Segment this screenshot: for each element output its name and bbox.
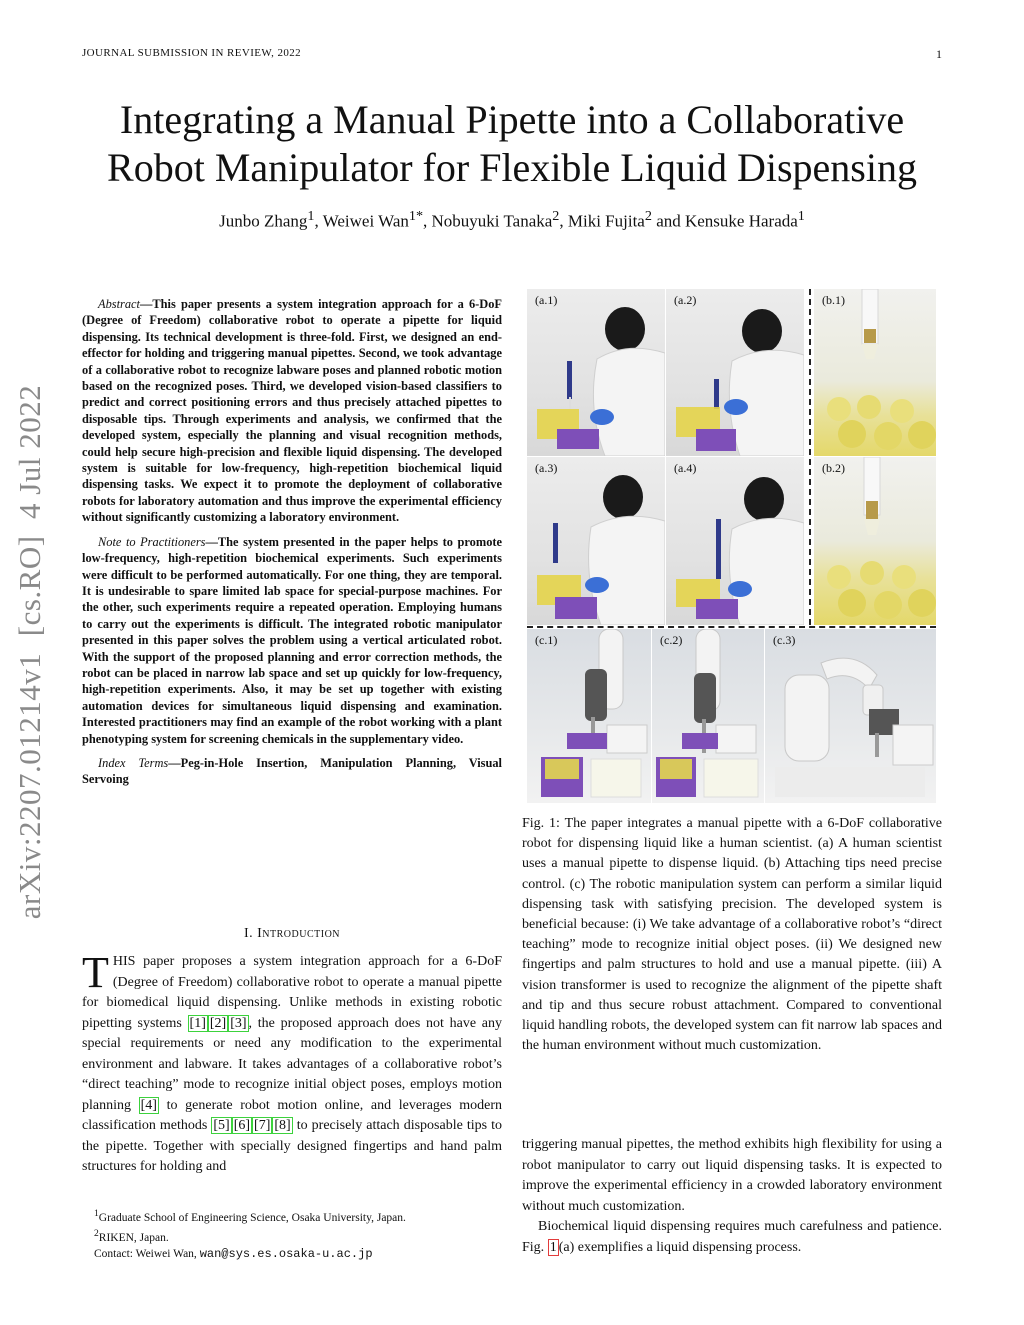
citation-link[interactable]: [1] [189,1015,206,1031]
panel-label: (b.1) [822,293,845,307]
panel-label: (a.4) [674,461,697,475]
drop-cap: T [82,948,109,997]
right-paragraph-2-tail: (a) exemplifies a liquid dispensing process. [558,1239,802,1255]
citation-link[interactable]: [5] [213,1118,230,1133]
running-header: JOURNAL SUBMISSION IN REVIEW, 2022 [82,47,302,59]
author-5: Kensuke Harada [684,211,798,231]
intro-text-3: to generate robot motion online, and leverages modern classification methods [82,1097,502,1133]
contact-email[interactable]: wan@sys.es.osaka-u.ac.jp [199,1246,373,1261]
panel-label: (b.2) [822,461,845,475]
introduction-text [82,948,502,1178]
robot-photo-icon [652,629,764,803]
scientist-photo-icon [527,457,665,625]
section-title: Introduction [257,926,341,941]
footnote-1-text: Graduate School of Engineering Science, Osaka University, Japan. [98,1211,406,1224]
index-terms [82,755,502,788]
practitioners-text: —The system presented in the paper helps to promote low-frequency, high-repetition biochemical experiments. Such experiments were difficult to be performed automatically. For one thing, they are temporal. It is undesirable to spare limited lab space for special-purpose machines. For the other, such experiments require a repeated operation. Employing humans to carry out the experiments is difficult. The integrated robotic manipulator presented in this paper solves the problem using a vertical articulated robot. With the support of the proposed planning and error correction methods, the robot can be placed in narrow lab space and set up quickly for low-frequency, high-repetition experiments. Also, it may be set up together with existing automation devices for simultaneous liquid dispensing and examination. Interested practitioners may find an example of the robot working with a plant phenotyping system for screening chemicals in the supplementary video. [82,534,503,746]
right-paragraph-2 [522,1217,942,1258]
footnotes [94,1206,514,1262]
panel-c3 [765,629,936,803]
title-line-2: Robot Manipulator for Flexible Liquid Dispensing [107,145,917,190]
panel-label: (a.2) [674,293,697,307]
figure-caption [522,814,942,1056]
citation-link[interactable]: [7] [254,1118,271,1133]
panel-a4 [666,457,804,625]
panel-label: (a.3) [535,461,558,475]
dashed-divider [527,626,936,628]
author-3-affil: 2 [552,208,560,224]
caption-label: Fig. 1: [522,816,560,831]
intro-text-1: HIS paper proposes a system integration approach for a 6-DoF (Degree of Freedom) collaborative robot to operate a manual pipette for biomedical liquid dispensing. Unlike methods in existing robotic pipetting systems [82,954,502,1031]
footnote-2-text: RIKEN, Japan. [98,1231,169,1244]
panel-a1 [527,289,665,456]
section-heading [82,926,502,942]
panel-label: (c.1) [535,633,558,647]
sep: , [314,211,323,231]
index-terms-text: —Peg-in-Hole Insertion, Manipulation Planning, Visual Servoing [82,755,502,787]
right-column-text [522,1135,942,1258]
panel-label: (c.3) [773,633,796,647]
author-list [60,208,964,232]
contact-label: Contact: Weiwei Wan, [94,1247,200,1260]
robot-photo-icon [527,629,651,803]
author-2: Weiwei Wan [322,211,409,231]
arxiv-sidebar [10,372,50,932]
sep: , [423,211,432,231]
sep: and [651,211,685,231]
robot-photo-icon [765,629,936,803]
scientist-photo-icon [666,289,804,456]
page-number: 1 [936,47,942,61]
panel-c1 [527,629,651,803]
panel-b1 [814,289,936,456]
title-line-1: Integrating a Manual Pipette into a Collaborative [119,97,905,142]
intro-text-4: to precisely attach disposable tips to the pipette. Together with specially designed fingertips and hand palm structures for holding and [82,1118,502,1174]
author-1: Junbo Zhang [219,211,308,231]
panel-label: (c.2) [660,633,683,647]
dashed-divider [809,289,811,625]
citation-link[interactable]: [3] [230,1015,247,1031]
author-4: Miki Fujita [567,211,645,231]
abstract-text: —This paper presents a system integration approach for a 6-DoF (Degree of Freedom) collaborative robot to operate a pipette for liquid dispensing. Its technical development is three-fold. First, we designed an end-effector for holding and triggering manual pipettes. Second, we took advantage of a collaborative robot to recognize labware poses and planned robotic motion based on the recognized poses. Third, we developed vision-based classifiers to predict and correct positioning errors and thus precisely attached pipettes to disposable tips. Through experiments and analysis, we confirmed that the developed system, especially the planning and visual recognition methods, could help secure high-precision and flexible liquid dispensing. The developed system is suitable for low-frequency, high-repetition biochemical liquid dispensing tasks. We expect it to promote the deployment of collaborative robots for laboratory automation and thus improve the experimental efficiency without significantly customizing a laboratory environment. [82,297,502,525]
figure-1 [527,289,936,803]
author-4-affil: 2 [644,208,652,224]
panel-b2 [814,457,936,625]
author-5-affil: 1 [797,208,805,224]
author-1-affil: 1 [307,208,315,224]
abstract-block [82,296,502,794]
citation-link[interactable]: [2] [209,1015,227,1031]
footnote-2 [94,1226,514,1246]
panel-a3 [527,457,665,625]
scientist-photo-icon [666,457,804,625]
right-paragraph-1: triggering manual pipettes, the method exhibits high flexibility for using a robot manipulator to carry out liquid dispensing tasks. It is expected to improve the experimental efficiency in a crowded laboratory environment without much customization. [522,1137,942,1214]
paper-title [60,96,964,192]
note-to-practitioners [82,534,502,747]
pipette-tip-photo-icon [814,289,936,456]
author-2-affil: 1* [408,208,424,224]
panel-label: (a.1) [535,293,558,307]
section-number: I. [243,926,254,941]
caption-text: The paper integrates a manual pipette with a 6-DoF collaborative robot for dispensing liquid like a human scientist. (a) A human scientist uses a manual pipette to dispense liquid. (b) Attaching tips need precise control. (c) The robotic manipulation system can perform a similar liquid dispensing task with satisfying precision. The developed system is beneficial because: (i) We take advantage of a collaborative robot’s “direct teaching” mode to recognize initial object poses. (ii) We designed new fingertips and palm structures to hold and use a manual pipette. (iii) A vision transformer is used to recognize the alignment of the pipette shaft and tip and thus secure robust attachment. Compared to conventional liquid handling robots, the developed system can fit narrow lab spaces and the human environment without much customization. [522,816,942,1054]
footnote-1 [94,1206,514,1226]
sep: , [559,211,568,231]
index-terms-label: Index Terms [98,755,169,770]
abstract-label: Abstract [98,297,140,311]
citation-link[interactable]: [8] [274,1118,291,1133]
author-3: Nobuyuki Tanaka [431,211,553,231]
panel-c2 [652,629,764,803]
footnote-mark: 1 [94,1208,99,1219]
right-paragraph-2-text: Biochemical liquid dispensing requires much carefulness and patience. Fig. [522,1219,942,1255]
arxiv-identifier: arXiv:2207.01214v1 [cs.RO] 4 Jul 2022 [12,384,47,920]
abstract [82,296,502,526]
figure-reference-link[interactable]: 1 [549,1239,557,1255]
citation-link[interactable]: [6] [233,1118,251,1133]
scientist-photo-icon [527,289,665,456]
panel-a2 [666,289,804,456]
intro-text-2: , the proposed approach does not have any special requirements or need any modification to the experimental environment and labware. It takes advantages of a collaborative robot’s “direct teaching” mode to recognize initial object poses, employs motion planning [82,1015,502,1113]
pipette-tip-photo-icon [814,457,936,625]
contact-line [94,1246,514,1262]
practitioners-label: Note to Practitioners [98,534,206,549]
footnote-mark: 2 [94,1227,99,1239]
citation-link[interactable]: [4] [140,1097,157,1113]
